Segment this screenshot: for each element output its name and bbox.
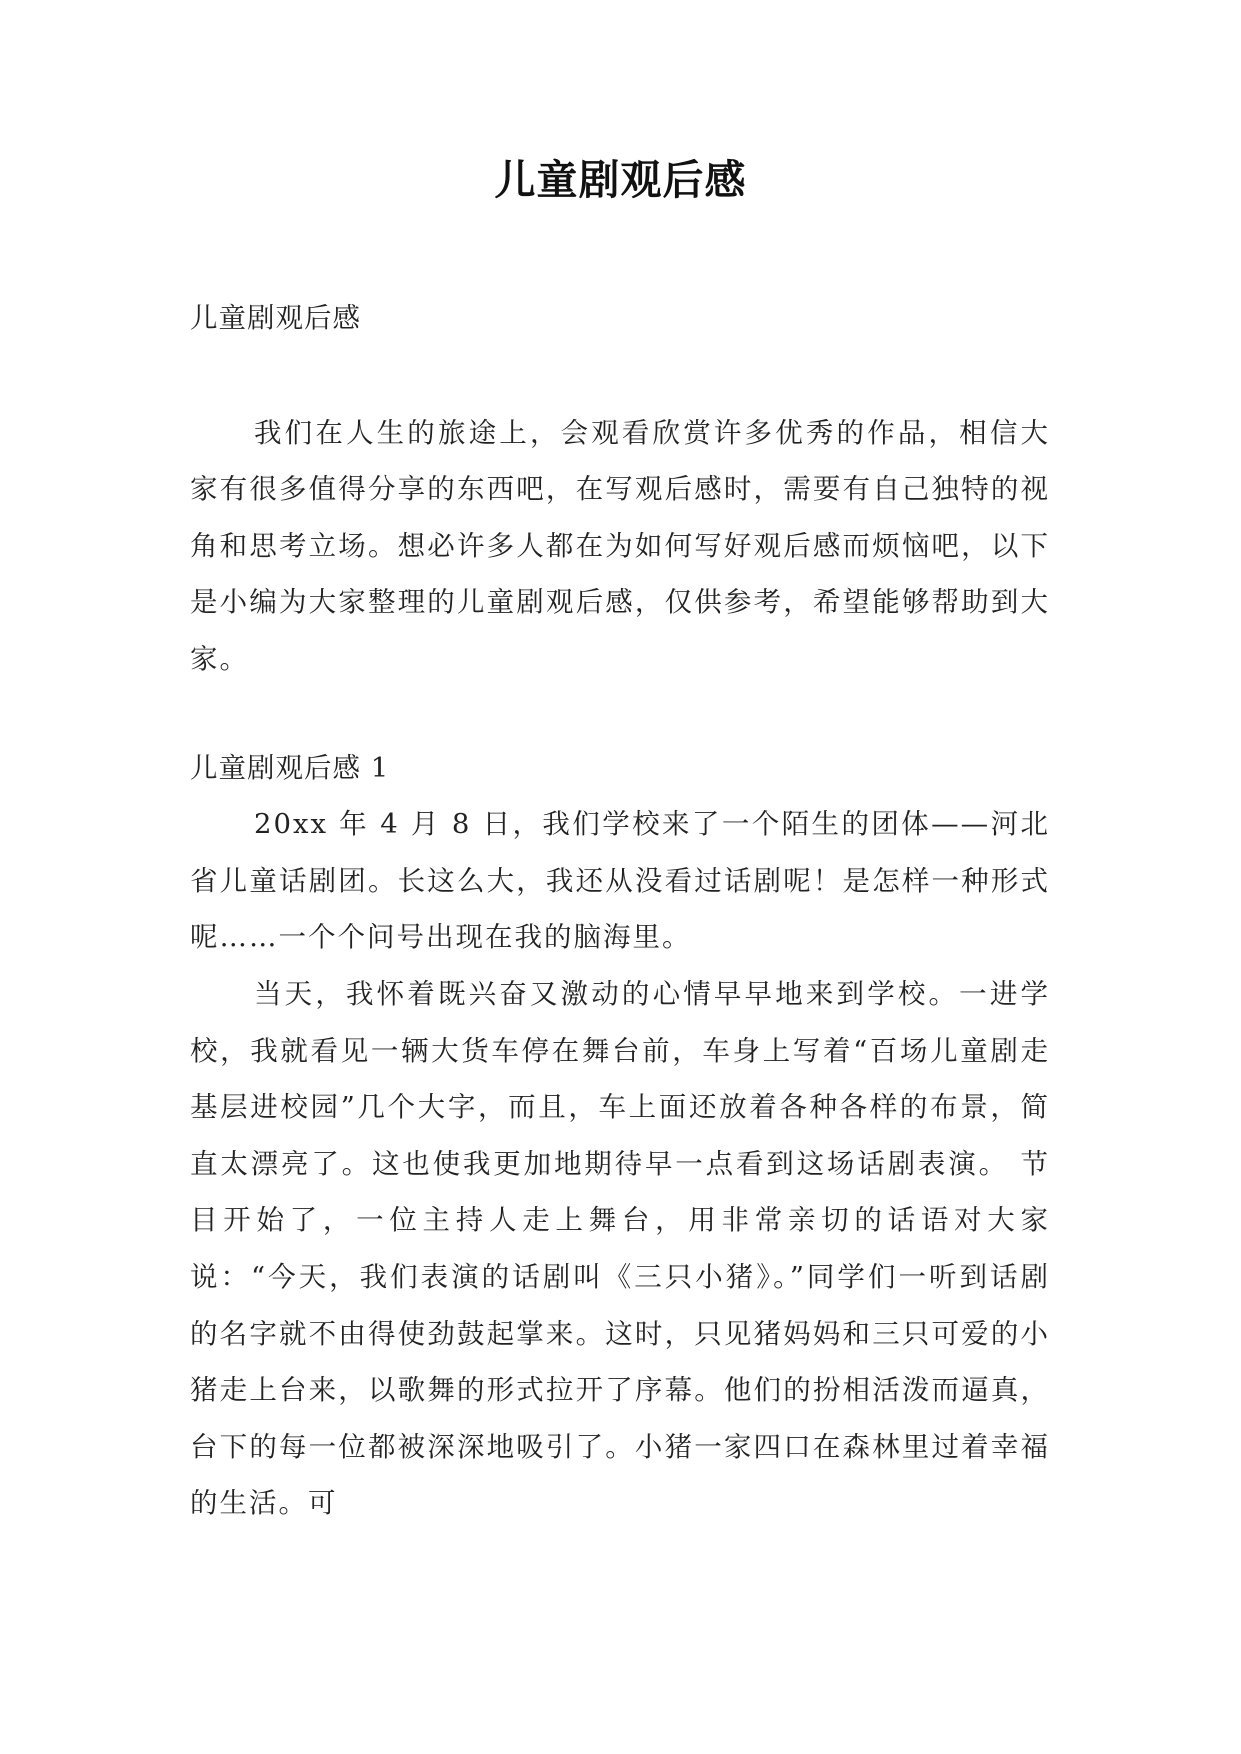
document-body [190,290,1050,1532]
spacer [190,688,1050,740]
intro-paragraph: 我们在人生的旅途上，会观看欣赏许多优秀的作品，相信大家有很多值得分享的东西吧，在写观后感时，需要有自己独特的视角和思考立场。想必许多人都在为如何写好观后感而烦恼吧，以下是小编为大家整理的儿童剧观后感，仅供参考，希望能够帮助到大家。 [190,416,1050,675]
document-title: 儿童剧观后感 [494,156,747,204]
document-subtitle: 儿童剧观后感 [190,302,361,334]
section-heading: 儿童剧观后感 1 [190,751,390,784]
body-paragraph: 当天，我怀着既兴奋又激动的心情早早地来到学校。一进学校，我就看见一辆大货车停在舞台前，车身上写着“百场儿童剧走基层进校园”几个大字，而且，车上面还放着各种各样的布景，简直太漂亮了。这也使我更加地期待早一点看到这场话剧表演。 节目开始了，一位主持人走上舞台，用非常亲切的话语对大家说：“今天，我们表演的话剧叫《三只小猪》。”同学们一听到话剧的名字就不由得使劲鼓起掌来。这时，只见猪妈妈和三只可爱的小猪走上台来，以歌舞的形式拉开了序幕。他们的扮相活泼而逼真，台下的每一位都被深深地吸引了。小猪一家四口在森林里过着幸福的生活。可 [190,977,1050,1520]
spacer [190,347,1050,405]
body-paragraph: 20xx 年 4 月 8 日，我们学校来了一个陌生的团体——河北省儿童话剧团。长这么大，我还从没看过话剧呢！是怎样一种形式呢……一个个问号出现在我的脑海里。 [190,808,1050,954]
